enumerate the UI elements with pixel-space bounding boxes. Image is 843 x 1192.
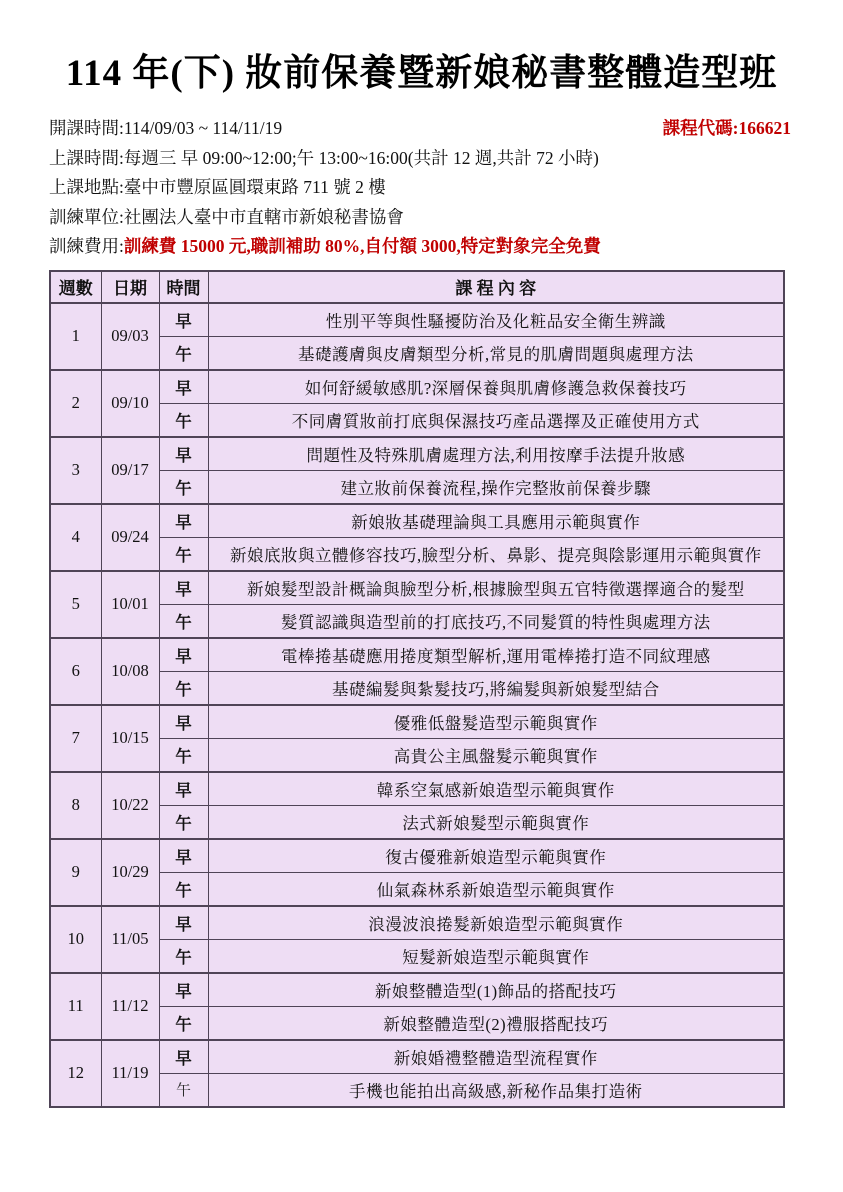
content-cell-afternoon: 仙氣森林系新娘造型示範與實作 bbox=[208, 872, 784, 906]
date-cell: 10/15 bbox=[101, 705, 159, 772]
period-cell-morning: 早 bbox=[159, 504, 208, 538]
table-row-week-9-morning bbox=[50, 839, 784, 873]
week-cell: 11 bbox=[50, 973, 101, 1040]
content-cell-afternoon: 短髮新娘造型示範與實作 bbox=[208, 939, 784, 973]
table-row-week-6-morning bbox=[50, 638, 784, 672]
training-fee-label: 訓練費用: bbox=[49, 236, 124, 256]
date-cell: 11/19 bbox=[101, 1040, 159, 1107]
period-cell-afternoon: 午 bbox=[159, 604, 208, 638]
content-cell-morning: 性別平等與性騷擾防治及化粧品安全衛生辨識 bbox=[208, 303, 784, 337]
info-line-training-fee bbox=[49, 232, 791, 262]
week-cell: 3 bbox=[50, 437, 101, 504]
content-cell-morning: 復古優雅新娘造型示範與實作 bbox=[208, 839, 784, 873]
week-cell: 10 bbox=[50, 906, 101, 973]
period-cell-morning: 早 bbox=[159, 973, 208, 1007]
table-row-week-3-morning bbox=[50, 437, 784, 471]
class-time-label: 上課時間: bbox=[49, 147, 124, 168]
content-cell-afternoon: 建立妝前保養流程,操作完整妝前保養步驟 bbox=[208, 470, 784, 504]
period-cell-afternoon: 午 bbox=[159, 1073, 208, 1107]
period-cell-afternoon: 午 bbox=[159, 738, 208, 772]
week-cell: 4 bbox=[50, 504, 101, 571]
date-cell: 09/24 bbox=[101, 504, 159, 571]
header-content: 課 程 內 容 bbox=[208, 271, 784, 303]
content-cell-afternoon: 法式新娘髮型示範與實作 bbox=[208, 805, 784, 839]
content-cell-afternoon: 高貴公主風盤髮示範與實作 bbox=[208, 738, 784, 772]
training-fee-value: 訓練費 15000 元,職訓補助 80%,自付額 3000,特定對象完全免費 bbox=[123, 236, 601, 256]
period-cell-morning: 早 bbox=[159, 906, 208, 940]
week-cell: 9 bbox=[50, 839, 101, 906]
content-cell-afternoon: 新娘整體造型(2)禮服搭配技巧 bbox=[208, 1006, 784, 1040]
week-cell: 7 bbox=[50, 705, 101, 772]
table-row-week-10-afternoon bbox=[50, 939, 784, 973]
table-row-week-11-afternoon bbox=[50, 1006, 784, 1040]
open-date-value: 114/09/03 ~ 114/11/19 bbox=[123, 118, 283, 138]
date-cell: 10/29 bbox=[101, 839, 159, 906]
date-cell: 11/12 bbox=[101, 973, 159, 1040]
date-cell: 09/10 bbox=[101, 370, 159, 437]
info-line-training-unit bbox=[49, 203, 791, 233]
course-code-label: 課程代碼: bbox=[662, 118, 739, 138]
table-row-week-8-afternoon bbox=[50, 805, 784, 839]
table-row-week-7-morning bbox=[50, 705, 784, 739]
table-row-week-7-afternoon bbox=[50, 738, 784, 772]
open-date-label: 開課時間: bbox=[49, 118, 124, 138]
week-cell: 5 bbox=[50, 571, 101, 638]
period-cell-afternoon: 午 bbox=[159, 1006, 208, 1040]
table-row-week-5-morning bbox=[50, 571, 784, 605]
date-cell: 10/01 bbox=[101, 571, 159, 638]
period-cell-afternoon: 午 bbox=[159, 336, 208, 370]
training-unit-value: 社團法人臺中市直轄市新娘秘書協會 bbox=[123, 206, 404, 227]
course-code-value: 166621 bbox=[738, 118, 791, 138]
content-cell-morning: 問題性及特殊肌膚處理方法,利用按摩手法提升妝感 bbox=[208, 437, 784, 471]
period-cell-afternoon: 午 bbox=[159, 537, 208, 571]
table-row-week-2-afternoon bbox=[50, 403, 784, 437]
class-location-value: 臺中市豐原區圓環東路 711 號 2 樓 bbox=[123, 177, 386, 197]
class-time-value: 每週三 早 09:00~12:00;午 13:00~16:00(共計 12 週,共計 72 小時) bbox=[123, 147, 599, 168]
info-line-class-time bbox=[49, 144, 791, 174]
content-cell-afternoon: 基礎護膚與皮膚類型分析,常見的肌膚問題與處理方法 bbox=[208, 336, 784, 370]
content-cell-morning: 浪漫波浪捲髮新娘造型示範與實作 bbox=[208, 906, 784, 940]
header-period: 時間 bbox=[159, 271, 208, 303]
content-cell-morning: 新娘整體造型(1)飾品的搭配技巧 bbox=[208, 973, 784, 1007]
header-week: 週數 bbox=[50, 271, 101, 303]
table-row-week-10-morning bbox=[50, 906, 784, 940]
content-cell-morning: 韓系空氣感新娘造型示範與實作 bbox=[208, 772, 784, 806]
week-cell: 6 bbox=[50, 638, 101, 705]
table-row-week-12-afternoon bbox=[50, 1073, 784, 1107]
period-cell-morning: 早 bbox=[159, 303, 208, 337]
content-cell-morning: 新娘髮型設計概論與臉型分析,根據臉型與五官特徵選擇適合的髮型 bbox=[208, 571, 784, 605]
table-row-week-11-morning bbox=[50, 973, 784, 1007]
info-line-location bbox=[49, 173, 791, 203]
week-cell: 12 bbox=[50, 1040, 101, 1107]
date-cell: 09/03 bbox=[101, 303, 159, 370]
content-cell-afternoon: 髮質認識與造型前的打底技巧,不同髮質的特性與處理方法 bbox=[208, 604, 784, 638]
content-cell-morning: 新娘妝基礎理論與工具應用示範與實作 bbox=[208, 504, 784, 538]
content-cell-morning: 優雅低盤髮造型示範與實作 bbox=[208, 705, 784, 739]
training-unit bbox=[49, 203, 404, 233]
date-cell: 09/17 bbox=[101, 437, 159, 504]
period-cell-morning: 早 bbox=[159, 571, 208, 605]
info-line-open-date bbox=[49, 114, 791, 144]
table-row-week-2-morning bbox=[50, 370, 784, 404]
period-cell-morning: 早 bbox=[159, 772, 208, 806]
course-info-block bbox=[49, 114, 791, 262]
content-cell-morning: 如何舒緩敏感肌?深層保養與肌膚修護急救保養技巧 bbox=[208, 370, 784, 404]
date-cell: 11/05 bbox=[101, 906, 159, 973]
period-cell-afternoon: 午 bbox=[159, 872, 208, 906]
class-location-label: 上課地點: bbox=[49, 177, 124, 197]
table-row-week-12-morning bbox=[50, 1040, 784, 1074]
content-cell-afternoon: 新娘底妝與立體修容技巧,臉型分析、鼻影、提亮與陰影運用示範與實作 bbox=[208, 537, 784, 571]
table-row-week-1-morning bbox=[50, 303, 784, 337]
page-title: 114 年(下) 妝前保養暨新娘秘書整體造型班 bbox=[65, 53, 778, 94]
week-cell: 2 bbox=[50, 370, 101, 437]
table-row-week-4-afternoon bbox=[50, 537, 784, 571]
period-cell-afternoon: 午 bbox=[159, 939, 208, 973]
week-cell: 1 bbox=[50, 303, 101, 370]
period-cell-afternoon: 午 bbox=[159, 671, 208, 705]
content-cell-morning: 電棒捲基礎應用捲度類型解析,運用電棒捲打造不同紋理感 bbox=[208, 638, 784, 672]
date-cell: 10/08 bbox=[101, 638, 159, 705]
period-cell-afternoon: 午 bbox=[159, 805, 208, 839]
class-time bbox=[49, 144, 599, 174]
period-cell-morning: 早 bbox=[159, 705, 208, 739]
training-fee bbox=[49, 232, 601, 262]
date-cell: 10/22 bbox=[101, 772, 159, 839]
period-cell-afternoon: 午 bbox=[159, 470, 208, 504]
period-cell-morning: 早 bbox=[159, 839, 208, 873]
open-date bbox=[49, 114, 282, 144]
table-row-week-1-afternoon bbox=[50, 336, 784, 370]
table-row-week-9-afternoon bbox=[50, 872, 784, 906]
table-header-row bbox=[50, 271, 784, 303]
table-row-week-6-afternoon bbox=[50, 671, 784, 705]
content-cell-morning: 新娘婚禮整體造型流程實作 bbox=[208, 1040, 784, 1074]
content-cell-afternoon: 不同膚質妝前打底與保濕技巧產品選擇及正確使用方式 bbox=[208, 403, 784, 437]
period-cell-morning: 早 bbox=[159, 1040, 208, 1074]
period-cell-morning: 早 bbox=[159, 638, 208, 672]
class-location bbox=[49, 173, 386, 203]
table-row-week-4-morning bbox=[50, 504, 784, 538]
course-code bbox=[663, 114, 791, 144]
period-cell-morning: 早 bbox=[159, 437, 208, 471]
course-schedule-table bbox=[49, 270, 785, 1108]
table-row-week-3-afternoon bbox=[50, 470, 784, 504]
period-cell-morning: 早 bbox=[159, 370, 208, 404]
content-cell-afternoon: 手機也能拍出高級感,新秘作品集打造術 bbox=[208, 1073, 784, 1107]
training-unit-label: 訓練單位: bbox=[49, 206, 124, 227]
week-cell: 8 bbox=[50, 772, 101, 839]
header-date: 日期 bbox=[101, 271, 159, 303]
table-row-week-8-morning bbox=[50, 772, 784, 806]
period-cell-afternoon: 午 bbox=[159, 403, 208, 437]
content-cell-afternoon: 基礎編髮與紮髮技巧,將編髮與新娘髮型結合 bbox=[208, 671, 784, 705]
table-row-week-5-afternoon bbox=[50, 604, 784, 638]
